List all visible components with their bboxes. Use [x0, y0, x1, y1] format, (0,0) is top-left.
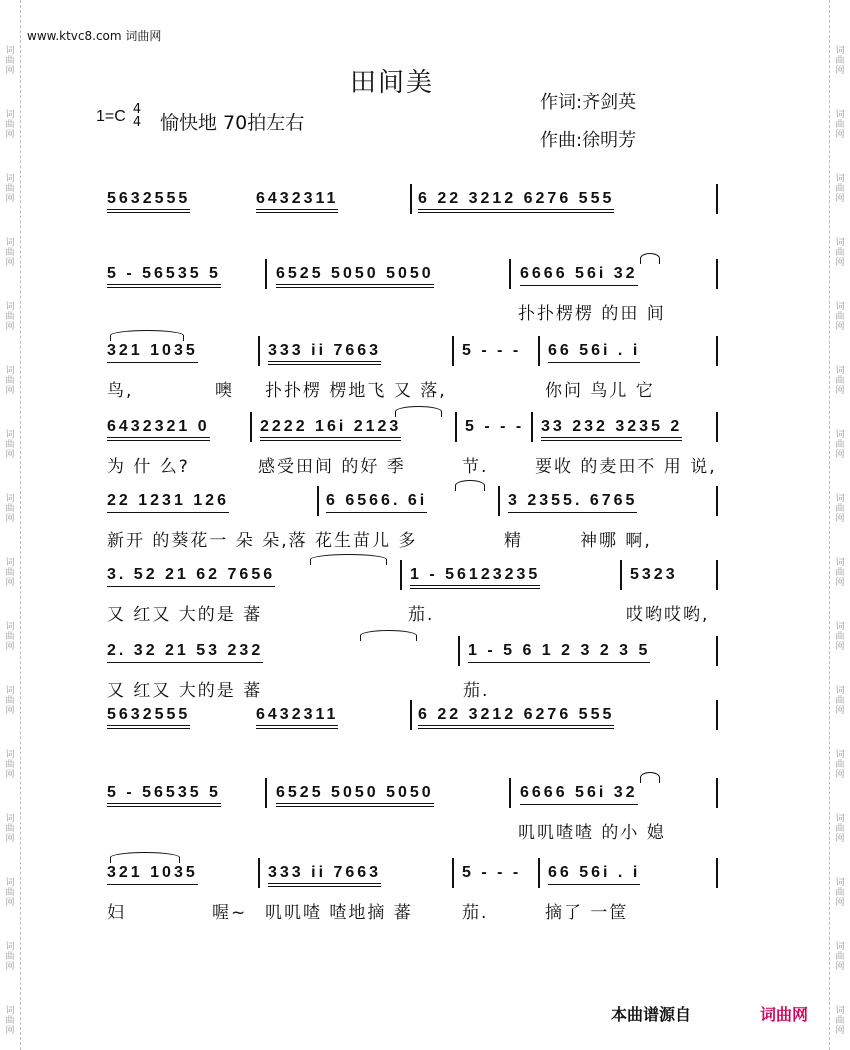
watermark-char: 曲 — [5, 56, 15, 66]
footer-source-text: 本曲谱源自 — [611, 1005, 692, 1024]
bar-line — [538, 858, 540, 888]
watermark-char: 网 — [5, 642, 15, 652]
bar-line — [620, 560, 622, 590]
note-group: 3 2355. 6765 — [508, 492, 637, 513]
watermark-char: 网 — [835, 1026, 845, 1036]
watermark-char: 网 — [835, 770, 845, 780]
watermark-char: 曲 — [835, 824, 845, 834]
watermark-char: 曲 — [5, 440, 15, 450]
note-group: 66 56i . i — [548, 864, 640, 885]
watermark-char: 网 — [5, 962, 15, 972]
lyric-line: 喔~ — [212, 903, 248, 923]
watermark-char: 词 — [835, 942, 845, 952]
note-group: 5 - 56535 5 — [107, 265, 221, 288]
watermark-char: 网 — [5, 834, 15, 844]
time-signature-top: 4 — [132, 102, 142, 117]
watermark-glyph-stack — [0, 750, 20, 780]
note-group: 321 1035 — [107, 342, 198, 363]
watermark-glyph-stack — [830, 1006, 850, 1036]
watermark-char: 曲 — [835, 568, 845, 578]
watermark-char: 网 — [5, 450, 15, 460]
site-url[interactable]: www.ktvc8.com 词曲网 — [27, 29, 162, 43]
watermark-char: 曲 — [835, 1016, 845, 1026]
watermark-char: 词 — [5, 494, 15, 504]
bar-line — [458, 636, 460, 666]
watermark-char: 网 — [5, 898, 15, 908]
bar-line — [265, 778, 267, 808]
watermark-char: 网 — [835, 258, 845, 268]
key-signature: 1=C — [96, 108, 126, 125]
watermark-char: 词 — [835, 878, 845, 888]
watermark-char: 词 — [5, 174, 15, 184]
watermark-char: 词 — [5, 942, 15, 952]
watermark-char: 网 — [835, 450, 845, 460]
bar-line — [538, 336, 540, 366]
watermark-char: 曲 — [835, 952, 845, 962]
note-group: 5 - - - — [465, 418, 525, 435]
note-group: 3. 52 21 62 7656 — [107, 566, 275, 587]
watermark-char: 词 — [5, 302, 15, 312]
watermark-glyph-stack — [830, 110, 850, 140]
watermark-char: 曲 — [5, 504, 15, 514]
lyric-line: 节. — [462, 457, 489, 477]
watermark-char: 词 — [835, 558, 845, 568]
watermark-char: 词 — [835, 686, 845, 696]
bar-line — [509, 778, 511, 808]
bar-line — [265, 259, 267, 289]
watermark-char: 词 — [5, 814, 15, 824]
bar-line — [716, 336, 718, 366]
footer-brand-link[interactable]: 词曲网 — [760, 1005, 809, 1024]
watermark-char: 词 — [835, 366, 845, 376]
watermark-char: 网 — [835, 514, 845, 524]
watermark-char: 曲 — [5, 120, 15, 130]
watermark-char: 词 — [835, 46, 845, 56]
watermark-glyph-stack — [0, 942, 20, 972]
bar-line — [716, 858, 718, 888]
slur-mark — [640, 253, 660, 264]
watermark-glyph-stack — [830, 750, 850, 780]
watermark-char: 网 — [5, 578, 15, 588]
bar-line — [716, 560, 718, 590]
slur-mark — [455, 480, 485, 491]
watermark-char: 网 — [835, 194, 845, 204]
watermark-char: 曲 — [5, 632, 15, 642]
note-group: 5632555 — [107, 706, 190, 729]
bar-line — [716, 486, 718, 516]
bar-line — [716, 259, 718, 289]
note-group: 5 - - - — [462, 864, 522, 881]
watermark-char: 曲 — [5, 696, 15, 706]
time-signature — [131, 103, 143, 129]
watermark-char: 曲 — [835, 632, 845, 642]
bar-line — [716, 412, 718, 442]
watermark-char: 词 — [5, 238, 15, 248]
watermark-char: 网 — [5, 386, 15, 396]
note-group: 333 ii 7663 — [268, 342, 381, 365]
lyric-line: 又 红又 大的是 蕃 — [107, 605, 263, 625]
composer-credit: 作曲:徐明芳 — [540, 130, 637, 151]
lyric-line: 鸟, — [107, 381, 134, 401]
note-group: 2222 16i 2123 — [260, 418, 401, 441]
note-group: 5632555 — [107, 190, 190, 213]
watermark-char: 曲 — [835, 760, 845, 770]
watermark-char: 词 — [835, 622, 845, 632]
watermark-char: 词 — [5, 558, 15, 568]
slur-mark — [360, 630, 417, 641]
lyric-line: 摘了 一筐 — [545, 903, 629, 923]
watermark-char: 词 — [5, 366, 15, 376]
watermark-char: 网 — [5, 770, 15, 780]
watermark-char: 网 — [5, 1026, 15, 1036]
lyric-line: 神哪 啊, — [580, 531, 652, 551]
watermark-char: 曲 — [835, 184, 845, 194]
watermark-char: 曲 — [835, 888, 845, 898]
watermark-char: 网 — [835, 834, 845, 844]
watermark-char: 曲 — [5, 888, 15, 898]
watermark-char: 曲 — [5, 248, 15, 258]
note-group: 6525 5050 5050 — [276, 265, 434, 288]
lyric-line: 叽叽喳喳 的小 媳 — [518, 823, 666, 843]
watermark-char: 曲 — [5, 760, 15, 770]
watermark-char: 词 — [835, 814, 845, 824]
watermark-char: 网 — [835, 642, 845, 652]
note-group: 6 22 3212 6276 555 — [418, 706, 614, 729]
bar-line — [455, 412, 457, 442]
note-group: 5323 — [630, 566, 678, 583]
watermark-glyph-stack — [830, 46, 850, 76]
lyric-line: 茄. — [408, 605, 435, 625]
watermark-char: 词 — [835, 238, 845, 248]
note-group: 6432311 — [256, 706, 338, 729]
tempo-marking: 愉快地 70拍左右 — [160, 112, 305, 134]
watermark-char: 曲 — [5, 952, 15, 962]
lyric-line: 扑扑楞 楞地飞 又 落, — [265, 381, 447, 401]
note-group: 6666 56i 32 — [520, 784, 638, 805]
song-title: 田间美 — [350, 68, 435, 98]
watermark-char: 词 — [835, 110, 845, 120]
watermark-char: 网 — [835, 578, 845, 588]
watermark-char: 网 — [5, 322, 15, 332]
lyric-line: 你问 鸟儿 它 — [545, 381, 655, 401]
bar-line — [716, 184, 718, 214]
right-watermark-strip — [829, 0, 850, 1050]
watermark-char: 曲 — [835, 248, 845, 258]
bar-line — [410, 700, 412, 730]
bar-line — [250, 412, 252, 442]
watermark-char: 曲 — [5, 312, 15, 322]
watermark-char: 网 — [835, 898, 845, 908]
bar-line — [498, 486, 500, 516]
watermark-char: 曲 — [5, 376, 15, 386]
note-group: 333 ii 7663 — [268, 864, 381, 887]
bar-line — [258, 336, 260, 366]
lyric-line: 哎哟哎哟, — [626, 605, 710, 625]
watermark-char: 网 — [5, 258, 15, 268]
watermark-char: 曲 — [835, 56, 845, 66]
lyric-line: 扑扑楞楞 的田 间 — [518, 304, 666, 324]
watermark-char: 网 — [5, 514, 15, 524]
bar-line — [531, 412, 533, 442]
watermark-char: 曲 — [835, 376, 845, 386]
watermark-char: 词 — [5, 1006, 15, 1016]
watermark-char: 词 — [5, 110, 15, 120]
watermark-char: 曲 — [835, 696, 845, 706]
note-group: 33 232 3235 2 — [541, 418, 682, 441]
watermark-char: 词 — [835, 494, 845, 504]
watermark-char: 词 — [835, 750, 845, 760]
lyricist-credit: 作词:齐剑英 — [540, 92, 637, 113]
note-group: 5 - - - — [462, 342, 522, 359]
watermark-char: 网 — [835, 706, 845, 716]
note-group: 6 22 3212 6276 555 — [418, 190, 614, 213]
watermark-char: 曲 — [5, 184, 15, 194]
watermark-char: 网 — [5, 194, 15, 204]
bar-line — [716, 778, 718, 808]
lyric-line: 噢 — [215, 381, 234, 401]
note-group: 6 6566. 6i — [326, 492, 427, 513]
watermark-char: 词 — [5, 430, 15, 440]
note-group: 321 1035 — [107, 864, 198, 885]
watermark-char: 词 — [835, 174, 845, 184]
watermark-char: 网 — [835, 322, 845, 332]
watermark-char: 网 — [5, 706, 15, 716]
watermark-glyph-stack — [830, 942, 850, 972]
watermark-char: 曲 — [835, 120, 845, 130]
bar-line — [509, 259, 511, 289]
lyric-line: 为 什 么? — [107, 457, 190, 477]
time-signature-bottom: 4 — [132, 115, 142, 130]
watermark-char: 网 — [835, 962, 845, 972]
lyric-line: 精 — [504, 531, 523, 551]
lyric-line: 叽叽喳 喳地摘 蕃 — [265, 903, 413, 923]
bar-line — [716, 636, 718, 666]
watermark-char: 词 — [835, 302, 845, 312]
lyric-line: 茄. — [462, 903, 489, 923]
watermark-glyph-stack — [0, 1006, 20, 1036]
note-group: 1 - 56123235 — [410, 566, 540, 589]
watermark-glyph-stack — [0, 46, 20, 76]
lyric-line: 要收 的麦田不 用 说, — [535, 457, 717, 477]
note-group: 6666 56i 32 — [520, 265, 638, 286]
watermark-char: 网 — [835, 386, 845, 396]
note-group: 5 - 56535 5 — [107, 784, 221, 807]
slur-mark — [310, 554, 387, 565]
lyric-line: 妇 — [107, 903, 126, 923]
watermark-char: 曲 — [835, 312, 845, 322]
watermark-char: 词 — [5, 686, 15, 696]
lyric-line: 又 红又 大的是 蕃 — [107, 681, 263, 701]
lyric-line: 新开 的葵花一 朵 朵,落 花生苗儿 多 — [107, 531, 418, 551]
bar-line — [452, 858, 454, 888]
note-group: 2. 32 21 53 232 — [107, 642, 263, 663]
watermark-char: 词 — [5, 878, 15, 888]
lyric-line: 感受田间 的好 季 — [258, 457, 406, 477]
left-watermark-strip — [0, 0, 21, 1050]
watermark-char: 曲 — [5, 824, 15, 834]
watermark-char: 词 — [835, 1006, 845, 1016]
watermark-char: 曲 — [835, 504, 845, 514]
watermark-char: 词 — [835, 430, 845, 440]
bar-line — [452, 336, 454, 366]
lyric-line: 茄. — [463, 681, 490, 701]
watermark-char: 词 — [5, 46, 15, 56]
watermark-char: 曲 — [5, 1016, 15, 1026]
bar-line — [258, 858, 260, 888]
note-group: 66 56i . i — [548, 342, 640, 363]
watermark-char: 曲 — [835, 440, 845, 450]
watermark-glyph-stack — [0, 238, 20, 268]
bar-line — [410, 184, 412, 214]
bar-line — [400, 560, 402, 590]
watermark-char: 网 — [835, 130, 845, 140]
note-group: 6432321 0 — [107, 418, 210, 441]
watermark-glyph-stack — [0, 110, 20, 140]
bar-line — [317, 486, 319, 516]
watermark-char: 曲 — [5, 568, 15, 578]
note-group: 6525 5050 5050 — [276, 784, 434, 807]
slur-mark — [110, 852, 180, 863]
watermark-char: 网 — [835, 66, 845, 76]
watermark-char: 网 — [5, 66, 15, 76]
note-group: 6432311 — [256, 190, 338, 213]
slur-mark — [640, 772, 660, 783]
watermark-char: 词 — [5, 750, 15, 760]
bar-line — [716, 700, 718, 730]
watermark-char: 网 — [5, 130, 15, 140]
note-group: 22 1231 126 — [107, 492, 229, 513]
note-group: 1 - 5 6 1 2 3 2 3 5 — [468, 642, 650, 663]
watermark-char: 词 — [5, 622, 15, 632]
slur-mark — [110, 330, 184, 341]
watermark-glyph-stack — [830, 238, 850, 268]
slur-mark — [395, 406, 442, 417]
